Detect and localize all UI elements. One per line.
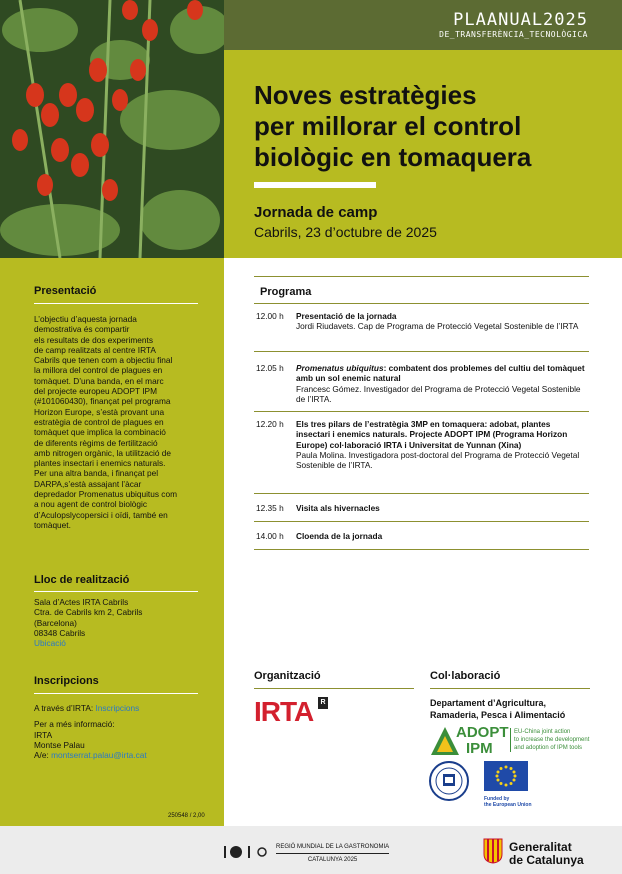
plan-anual-subtitle: DE_TRANSFERÈNCIA_TECNOLÒGICA — [439, 30, 588, 39]
lloc-heading: Lloc de realització — [34, 574, 130, 586]
divider — [34, 591, 198, 592]
divider — [254, 411, 589, 412]
gastronomia-icon — [222, 842, 272, 860]
divider — [430, 688, 590, 689]
generalitat-logo — [483, 838, 503, 869]
generalitat-text: Generalitat de Catalunya — [509, 840, 584, 867]
organitzacio-heading: Organització — [254, 670, 321, 682]
tomato-plants-photo — [0, 0, 224, 258]
inscripcions-heading: Inscripcions — [34, 675, 99, 687]
inscripcions-link[interactable]: Inscripcions — [95, 703, 140, 713]
title-rule — [254, 182, 376, 188]
event-type: Jornada de camp — [254, 204, 378, 221]
adopt-ipm-logo: ADOPT IPM EU-China joint action to increase the development and adoption of IPM tools — [430, 724, 595, 758]
divider — [34, 693, 198, 694]
eu-flag-icon — [484, 761, 528, 791]
presentacio-heading: Presentació — [34, 285, 97, 297]
gastronomia-logo — [222, 842, 272, 865]
divider — [254, 521, 589, 522]
event-date: Cabrils, 23 d’octubre de 2025 — [254, 224, 437, 240]
divider — [254, 549, 589, 550]
inscripcions-text: A través d’IRTA: Inscripcions Per a més informació: IRTA Montse Palau A/e: montserrat.palau@irta.cat — [34, 703, 147, 761]
divider — [34, 303, 198, 304]
lloc-address: Sala d’Actes IRTA Cabrils Ctra. de Cabrils km 2, Cabrils (Barcelona) 08348 Cabrils Ubicació — [34, 597, 143, 649]
gastronomia-text: REGIÓ MUNDIAL DE LA GASTRONOMIA CATALUNYA 2025 — [276, 841, 389, 866]
plan-anual-title: PLAANUAL2025 — [453, 10, 588, 30]
sidebar — [0, 258, 224, 826]
ubicacio-link[interactable]: Ubicació — [34, 638, 66, 649]
divider — [254, 303, 589, 304]
irta-logo: IRTA R — [254, 696, 313, 728]
senyera-shield-icon — [483, 838, 503, 864]
yunnan-university-seal — [428, 760, 470, 807]
top-band — [224, 0, 622, 50]
divider — [254, 351, 589, 352]
event-title: Noves estratègies per millorar el control biològic en tomaquera — [254, 80, 532, 172]
departament-logo-text: Departament d’Agricultura, Ramaderia, Pesca i Alimentació — [430, 698, 566, 720]
reference-code: 250548 / 2,00 — [168, 813, 205, 819]
divider — [254, 493, 589, 494]
hero-section — [224, 50, 622, 258]
presentacio-text: L’objectiu d’aquesta jornada demostrativa és compartir els resultats de dos experiments de camp realitzats al centre IRTA Cabrils que tenen com a objectiu final la millora del control de plagues en tomàquet. D’una banda, en el marc del projecte europeu ADOPT IPM (#101060430), finançat pel programa Horizon Europe, s’està provant una estratègia de control de plagues en tomàquet que implica la combinació de diferents règims de fertilització amb nitrogen orgànic, la utilització de plantes insectari i enemics naturals. Per una altra banda, i finançat pel DARPA,s’està assajant l’àcar depredador Promenatus ubiquitus com a nou agent de control biològic d’Aculopslycopersici i oïdi, també en tomàquet. — [34, 314, 177, 530]
divider — [254, 276, 589, 277]
eu-funded-logo: Funded by the European Union — [484, 761, 534, 808]
collaboracio-heading: Col·laboració — [430, 670, 501, 682]
divider — [254, 688, 414, 689]
email-link[interactable]: montserrat.palau@irta.cat — [51, 750, 147, 761]
programa-heading: Programa — [260, 286, 312, 298]
footer — [0, 826, 622, 874]
